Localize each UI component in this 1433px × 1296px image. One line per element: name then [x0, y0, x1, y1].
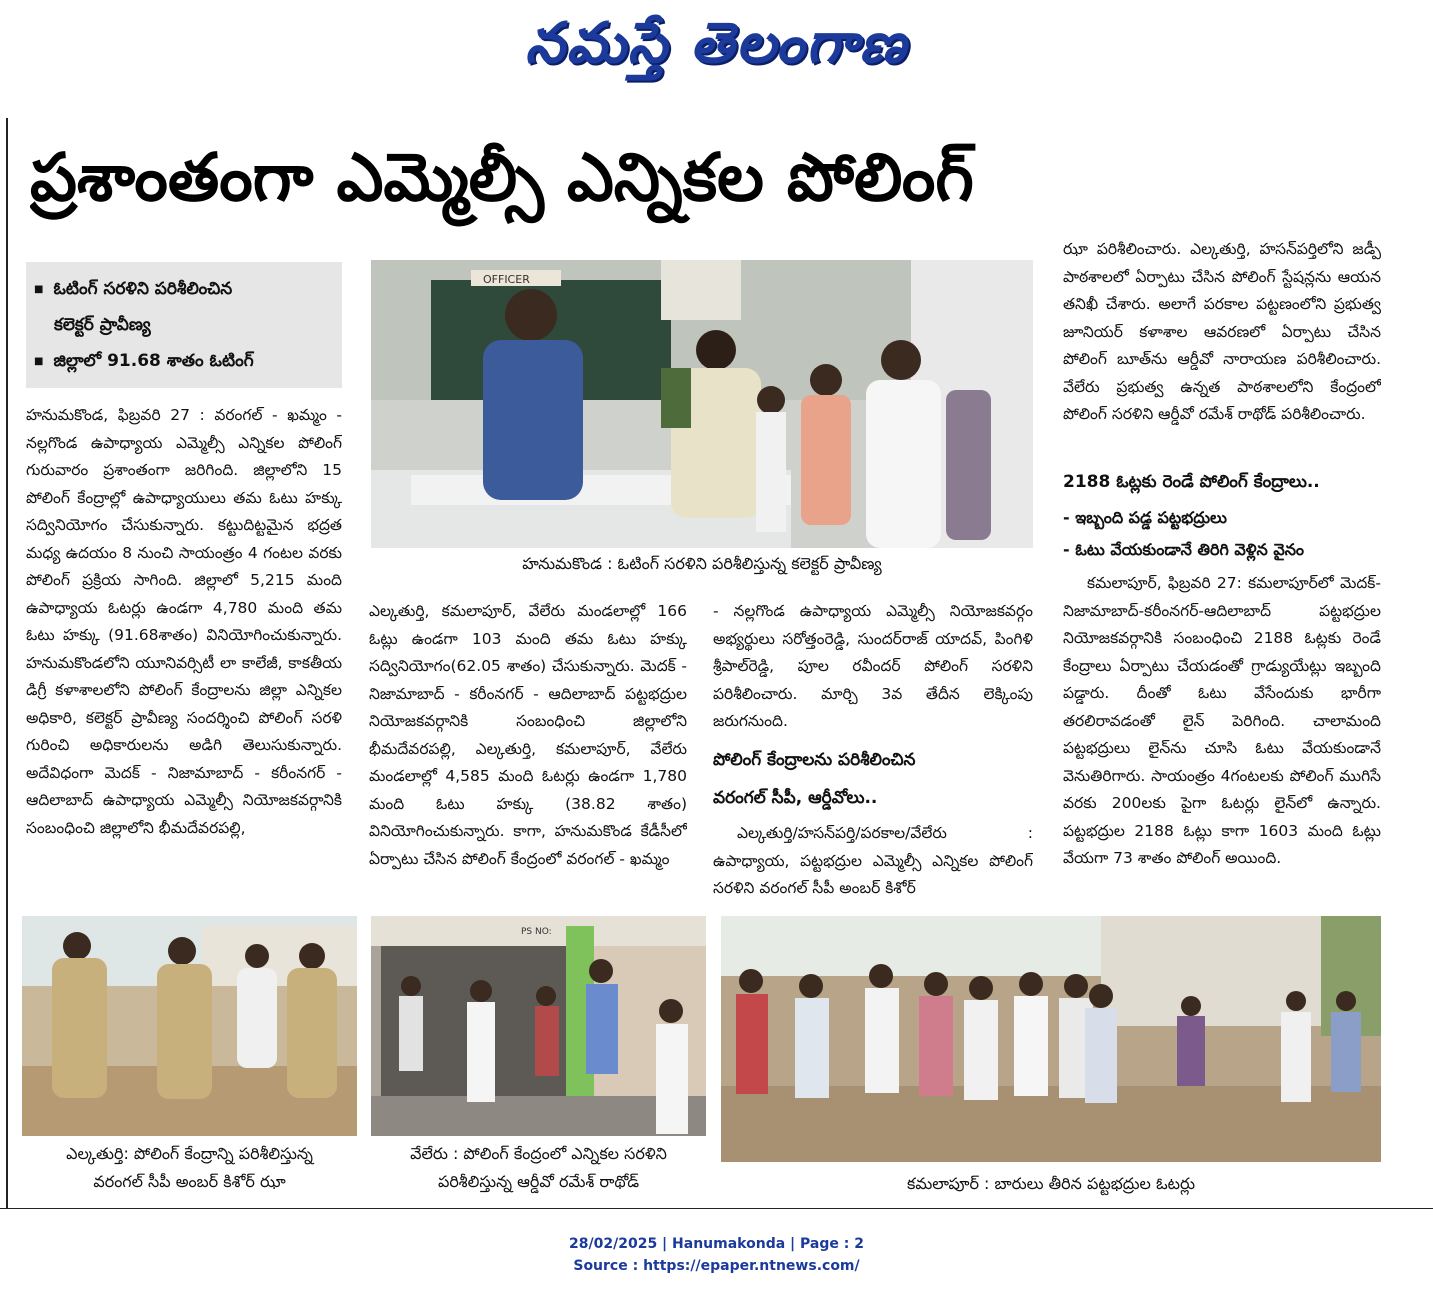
article-column-2	[369, 598, 687, 898]
queue-photo	[721, 916, 1381, 1162]
col3-subhead-2: వరంగల్ సీపీ, ఆర్డీవోలు..	[713, 788, 878, 808]
rdo-photo-caption-1: వేలేరు : పోలింగ్ కేంద్రంలో ఎన్నికల సరళిని	[410, 1144, 667, 1163]
article-column-1	[26, 402, 342, 902]
col3-text: - నల్లగొండ ఉపాధ్యాయ ఎమ్మెల్సీ నియోజకవర్గం అభ్యర్థులు సరోత్తంరెడ్డి, సుందర్‌రాజ్ యాదవ్, పింగిళి శ్రీపాల్‌రెడ్డి, పూల రవీందర్ పోలింగ్ సరళిని పరిశీలించారు. మార్చి 3వ తేదీన లెక్కింపు జరుగనుంది.	[713, 602, 1033, 730]
highlight-1: ■ ఓటింగ్ సరళిని పరిశీలించిన	[34, 278, 232, 303]
col3-subhead-1: పోలింగ్ కేంద్రాలను పరిశీలించిన	[713, 750, 916, 770]
footer-date-line: 28/02/2025 | Hanumakonda | Page : 2	[569, 1236, 864, 1252]
footer-source-line: Source : https://epaper.ntnews.com/	[573, 1258, 860, 1274]
left-rule	[6, 118, 8, 1208]
rdo-photo	[371, 916, 706, 1136]
police-photo-caption-1: ఎల్కతుర్తి: పోలింగ్ కేంద్రాన్ని పరిశీలిస్తున్న	[66, 1144, 313, 1163]
masthead-logo: నమస్తే తెలంగాణ	[525, 10, 908, 76]
article-column-3	[713, 598, 1033, 738]
col4-bullet-2: - ఓటు వేయకుండానే తిరిగి వెళ్లిన వైనం	[1063, 540, 1305, 559]
queue-photo-caption: కమలాపూర్ : బారులు తీరిన పట్టభద్రుల ఓటర్లు	[906, 1174, 1196, 1193]
highlights-box	[26, 262, 342, 388]
highlight-1-cont: కలెక్టర్ ప్రావీణ్య	[54, 315, 151, 335]
col3-text-2: ఎల్కతుర్తి/హసన్‌పర్తి/పరకాల/వేలేరు : ఉపాధ్యాయ, పట్టభద్రుల ఎమ్మెల్సీ ఎన్నికల పోలింగ్ సరళిని వరంగల్ సీపీ అంబర్ కిశోర్	[713, 824, 1033, 897]
bottom-rule	[0, 1208, 1433, 1209]
col4-subhead: 2188 ఓట్లకు రెండే పోలింగ్ కేంద్రాలు..	[1063, 472, 1320, 492]
col2-text: ఎల్కతుర్తి, కమలాపూర్, వేలేరు మండలాల్లో 166 ఓట్లు ఉండగా 103 మంది తమ ఓటు హక్కు సద్వినియోగం(62.05 శాతం) చేసుకున్నారు. మెదక్ - నిజామాబాద్ - కరీంనగర్ - ఆదిలాబాద్ పట్టభద్రుల నియోజకవర్గానికి సంబంధించి జిల్లాలోని భీమదేవరపల్లి, ఎల్కతుర్తి, కమలాపూర్, వేలేరు మండలాల్లో 4,585 మంది ఓటర్లు ఉండగా 1,780 మంది ఓటు హక్కు (38.82 శాతం) వినియోగించుకున్నారు. కాగా, హనుమకొండ కేడీసీలో ఏర్పాటు చేసిన పోలింగ్ కేంద్రంలో వరంగల్ - ఖమ్మం	[369, 602, 687, 868]
article-column-3b	[713, 820, 1033, 900]
article-column-4b	[1063, 570, 1381, 902]
article-column-4	[1063, 236, 1381, 460]
col1-text: హనుమకొండ, ఫిబ్రవరి 27 : వరంగల్ - ఖమ్మం - నల్లగొండ ఉపాధ్యాయ ఎమ్మెల్సీ ఎన్నికల పోలింగ్ గురువారం ప్రశాంతంగా జరిగింది. జిల్లాలోని 15 పోలింగ్ కేంద్రాల్లో ఉపాధ్యాయులు తమ ఓటు హక్కు సద్వినియోగం చేసుకున్నారు. కట్టుదిట్టమైన భద్రత మధ్య ఉదయం 8 నుంచి సాయంత్రం 4 గంటల వరకు పోలింగ్ ప్రక్రియ సాగింది. జిల్లాలో 5,215 మంది ఉపాధ్యాయ ఓటర్లు ఉండగా 4,780 మంది తమ ఓటు హక్కు (91.68శాతం) వినియోగించుకున్నారు. హనుమకొండలోని యూనివర్సిటీ లా కాలేజీ, కాకతీయ డిగ్రీ కళాశాలలోని పోలింగ్ కేంద్రాలను జిల్లా ఎన్నికల అధికారి, కలెక్టర్ ప్రావీణ్య సందర్శించి పోలింగ్ సరళి గురించి అధికారులను అడిగి తెలుసుకున్నారు. అదేవిధంగా మెదక్ - నిజామాబాద్ - కరీంనగర్ - ఆదిలాబాద్ ఉపాధ్యాయ ఎమ్మెల్సీ నియోజకవర్గానికి సంబంధించి జిల్లాలోని భీమదేవరపల్లి,	[26, 406, 342, 837]
col4-text-2: కమలాపూర్, ఫిబ్రవరి 27: కమలాపూర్‌లో మెదక్-నిజామాబాద్-కరీంనగర్-ఆదిలాబాద్ పట్టభద్రుల నియోజకవర్గానికి సంబంధించి 2188 ఓట్లకు రెండే కేంద్రాలు ఏర్పాటు చేయడంతో గ్రాడ్యుయేట్లు ఇబ్బంది పడ్డారు. దీంతో ఓటు వేసేందుకు భారీగా తరలిరావడంతో లైన్ పెరిగింది. చాలామంది పట్టభద్రులు లైన్‌ను చూసి ఓటు వేయకుండానే వెనుతిరిగారు. సాయంత్రం 4గంటలకు పోలింగ్ ముగిసే వరకు 200లకు పైగా ఓటర్లు లైన్‌లో ఉన్నారు. పట్టభద్రుల 2188 ఓట్లు కాగా 1603 మంది ఓట్లు వేయగా 73 శాతం పోలింగ్ అయింది.	[1063, 574, 1381, 867]
col4-bullet-1: - ఇబ్బంది పడ్డ పట్టభద్రులు	[1063, 508, 1227, 527]
ps-sign: PS NO:	[521, 927, 552, 937]
rdo-photo-caption-2: పరిశీలిస్తున్న ఆర్డీవో రమేశ్ రాథోడ్	[437, 1172, 640, 1191]
police-photo	[22, 916, 357, 1136]
headline: ప్రశాంతంగా ఎమ్మెల్సీ ఎన్నికల పోలింగ్	[30, 139, 974, 216]
highlight-2: ■ జిల్లాలో 91.68 శాతం ఓటింగ్	[34, 350, 254, 375]
col4-text: ఝా పరిశీలించారు. ఎల్కతుర్తి, హసన్‌పర్తిలోని జడ్పీ పాఠశాలలో ఏర్పాటు చేసిన పోలింగ్ స్టేషన్లను ఆయన తనిఖీ చేశారు. అలాగే పరకాల పట్టణంలోని ప్రభుత్వ జూనియర్ కళాశాల ఆవరణలో ఏర్పాటు చేసిన పోలింగ్ బూత్‌ను ఆర్డీవో నారాయణ పరిశీలించారు. వేలేరు ప్రభుత్వ ఉన్నత పాఠశాలలోని కేంద్రంలో పోలింగ్ సరళిని ఆర్డీవో రమేశ్ రాథోడ్ పరిశీలించారు.	[1063, 240, 1381, 423]
officer-sign: OFFICER	[483, 273, 530, 286]
main-photo	[371, 260, 1033, 548]
police-photo-caption-2: వరంగల్ సీపీ అంబర్ కిశోర్ ఝా	[93, 1172, 286, 1191]
main-photo-caption: హనుమకొండ : ఓటింగ్ సరళిని పరిశీలిస్తున్న కలెక్టర్ ప్రావీణ్య	[522, 554, 882, 573]
